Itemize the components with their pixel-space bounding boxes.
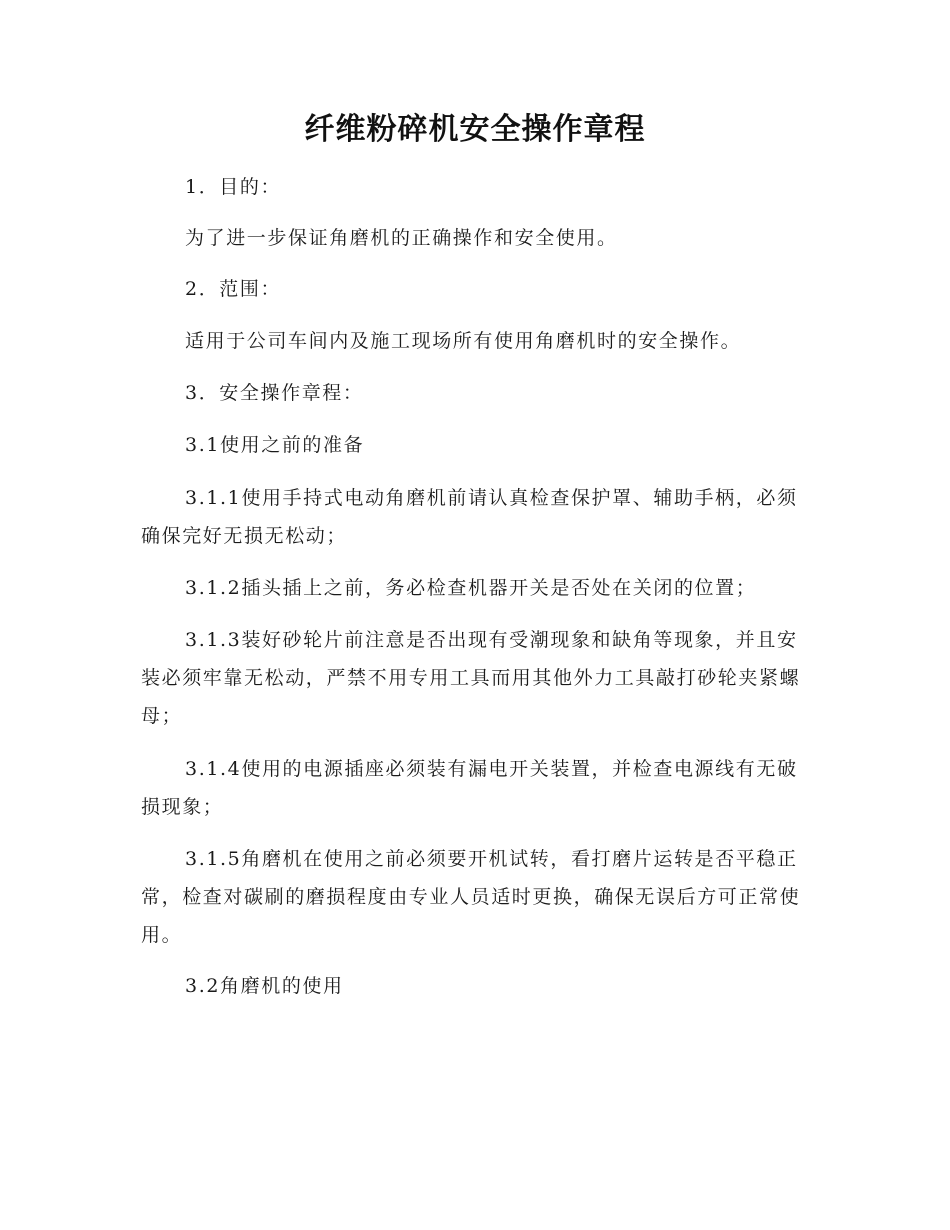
paragraph-purpose-text: 为了进一步保证角磨机的正确操作和安全使用。 [185, 227, 618, 249]
paragraph-purpose-heading: 1．目的： [185, 176, 282, 198]
document-title: 纤维粉碎机安全操作章程 [304, 112, 646, 147]
paragraph-section-3-2: 3.2角磨机的使用 [185, 975, 344, 997]
paragraph-rules-heading: 3．安全操作章程： [185, 382, 364, 404]
paragraph-item-3-1-5: 3.1.5角磨机在使用之前必须要开机试转，看打磨片运转是否平稳正常，检查对碳刷的磨损程度由专业人员适时更换，确保无误后方可正常使用。 [141, 848, 801, 946]
paragraph-scope-text: 适用于公司车间内及施工现场所有使用角磨机时的安全操作。 [185, 330, 742, 352]
paragraph-scope-heading: 2．范围： [185, 278, 282, 300]
paragraph-item-3-1-3: 3.1.3装好砂轮片前注意是否出现有受潮现象和缺角等现象，并且安装必须牢靠无松动，严禁不用专用工具而用其他外力工具敲打砂轮夹紧螺母； [141, 629, 801, 727]
paragraph-section-3-1: 3.1使用之前的准备 [185, 434, 365, 456]
paragraph-item-3-1-1: 3.1.1使用手持式电动角磨机前请认真检查保护罩、辅助手柄，必须确保完好无损无松动； [141, 487, 798, 547]
paragraph-item-3-1-2: 3.1.2插头插上之前，务必检查机器开关是否处在关闭的位置； [185, 577, 757, 599]
paragraph-item-3-1-4: 3.1.4使用的电源插座必须装有漏电开关装置，并检查电源线有无破损现象； [141, 758, 798, 818]
